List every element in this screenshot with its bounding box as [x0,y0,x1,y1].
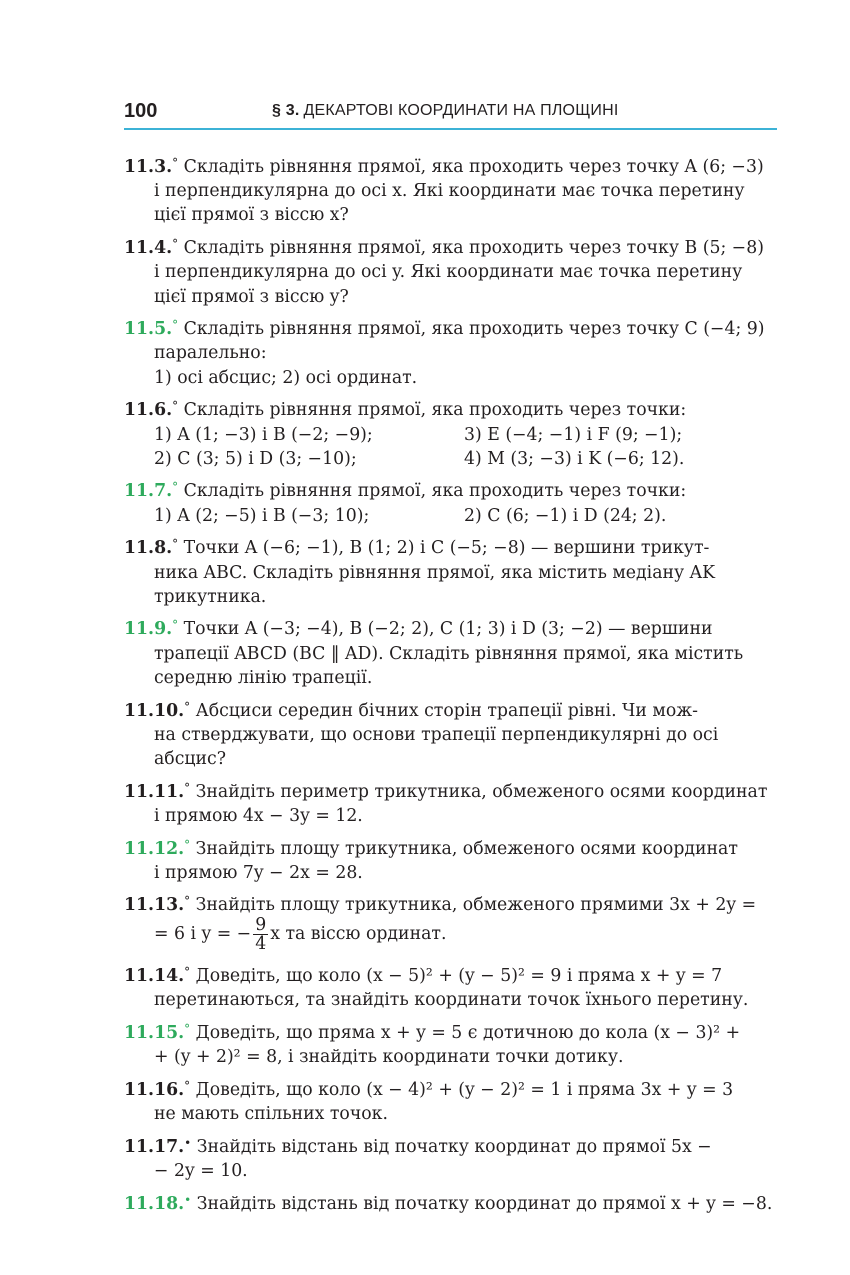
exercise-11-15 [124,1017,777,1069]
exercise-line [154,723,777,747]
exercise-text: Доведіть, що пряма x + y = 5 є дотичною до кола (x − 3)² + [195,1023,741,1044]
exercise-number [124,1137,191,1157]
exercise-line [154,561,777,585]
exercise-11-14 [124,960,777,1012]
exercise-text: Знайдіть площу трикутника, обмеженого осями координат [195,838,738,859]
exercise-text: і прямою 7y − 2x = 28. [154,862,363,883]
exercise-number [124,157,178,177]
difficulty-mark: • [184,1192,192,1207]
exercise-line [124,313,777,341]
exercise-line [124,475,777,503]
exercise-11-5 [124,313,777,390]
exercise-11-11 [124,776,777,828]
exercise-number-text: 11.6. [124,400,173,421]
exercise-line [154,1045,777,1069]
exercise-line [154,585,777,609]
exercise-line [124,1017,777,1045]
exercise-11-12 [124,833,777,885]
exercise-number-text: 11.14. [124,966,185,987]
exercise-line [124,394,777,422]
exercise-11-13 [124,889,777,955]
exercise-number [124,619,178,639]
difficulty-mark: ° [184,1079,191,1093]
exercise-number [124,966,190,986]
exercise-11-17 [124,1131,777,1183]
exercise-text: не мають спільних точок. [154,1104,388,1125]
exercise-text: 1) осі абсцис; 2) осі ординат. [154,367,418,388]
exercise-line [124,1074,777,1102]
page-header [124,98,777,130]
exercise-text: Доведіть, що коло (x − 5)² + (y − 5)² = 9 і пряма x + y = 7 [195,966,723,987]
exercise-11-3 [124,151,777,228]
exercise-text: Складіть рівняння прямої, яка проходить через точку A (6; −3) [183,157,764,177]
exercise-text: середню лінію трапеції. [154,667,373,688]
difficulty-mark: ° [172,480,179,495]
exercise-text: Доведіть, що коло (x − 4)² + (y − 2)² = 1 і пряма 3x + y = 3 [195,1080,734,1100]
exercise-line [124,1188,777,1216]
fraction-numerator: 9 [255,914,267,935]
formula-text: = 6 і y = − [154,923,252,944]
exercise-text: і перпендикулярна до осі x. Які координати має точка перетину [154,181,745,202]
exercise-11-6 [124,394,777,471]
exercise-line [124,532,777,560]
exercise-text: Знайдіть периметр трикутника, обмеженого осями координат [195,781,768,802]
exercise-text: Складіть рівняння прямої, яка проходить через точки: [183,400,687,421]
difficulty-mark: ° [184,780,191,795]
exercise-number-text: 11.13. [124,895,185,916]
exercise-11-8 [124,532,777,609]
exercise-text: + (y + 2)² = 8, і знайдіть координати точки дотику. [154,1047,624,1068]
exercise-line [154,260,777,284]
exercise-text: цієї прямої з віссю x? [154,205,349,226]
difficulty-mark: ° [184,1022,191,1037]
difficulty-mark: ° [172,237,179,252]
difficulty-mark: ° [172,399,179,414]
fraction [253,916,268,953]
difficulty-mark: ° [184,965,191,980]
exercise-number [124,1194,191,1214]
difficulty-mark: ° [184,837,191,852]
formula-line [154,912,777,956]
exercise-11-7 [124,475,777,527]
exercise-list [124,151,777,1221]
exercise-text: абсцис? [154,748,226,769]
exercise-line [154,804,777,828]
exercise-line [124,776,777,804]
exercise-text: Знайдіть відстань від початку координат до прямої x + y = −8. [196,1193,773,1214]
exercise-number-text: 11.17. [124,1136,185,1157]
subtask-item: 2) C (6; −1) і D (24; 2). [464,505,667,526]
section-sign: § 3. [272,102,300,119]
difficulty-mark: ° [172,318,179,333]
exercise-number-text: 11.5. [124,319,173,340]
exercise-number [124,319,178,339]
exercise-line [124,613,777,641]
subtask-row [154,504,777,528]
exercise-line [154,366,777,390]
page-number: 100 [124,100,158,122]
section-title [272,102,619,120]
exercise-number [124,1080,190,1100]
exercise-text: і перпендикулярна до осі y. Які координати має точка перетину [154,262,743,283]
exercise-line [124,695,777,723]
difficulty-mark: ° [172,537,179,552]
exercise-text: трапеції ABCD (BC ‖ AD). Складіть рівняння прямої, яка містить [154,643,744,664]
exercise-number [124,538,178,558]
subtask-item: 1) A (2; −5) і B (−3; 10); [154,505,370,526]
exercise-line [154,666,777,690]
exercise-line [154,1159,777,1183]
difficulty-mark: • [184,1135,192,1150]
exercise-line [154,203,777,227]
exercise-number [124,400,178,420]
fraction-denominator: 4 [255,933,267,954]
exercise-11-10 [124,695,777,772]
exercise-line [154,1102,777,1126]
exercise-text: Складіть рівняння прямої, яка проходить через точку B (5; −8) [183,238,764,259]
subtask-row [154,423,777,447]
exercise-11-18 [124,1188,777,1216]
exercise-text: паралельно: [154,343,267,364]
exercise-text: і прямою 4x − 3y = 12. [154,805,363,826]
exercise-text: − 2y = 10. [154,1161,248,1182]
exercise-line [154,642,777,666]
exercise-line [154,861,777,885]
section-title-text: ДЕКАРТОВІ КООРДИНАТИ НА ПЛОЩИНІ [303,102,619,119]
exercise-number-text: 11.12. [124,838,185,859]
exercise-text: на стверджувати, що основи трапеції перпендикулярні до осі [154,724,719,745]
difficulty-mark: ° [172,618,179,633]
exercise-text: Складіть рівняння прямої, яка проходить через точку C (−4; 9) [183,319,765,340]
exercise-11-4 [124,232,777,309]
exercise-number-text: 11.18. [124,1193,185,1214]
exercise-number-text: 11.8. [124,538,173,559]
exercise-number [124,1023,190,1043]
exercise-line [124,960,777,988]
exercise-number [124,481,178,501]
exercise-text: Складіть рівняння прямої, яка проходить через точки: [183,481,687,502]
exercise-11-16 [124,1074,777,1126]
subtask-item: 3) E (−4; −1) і F (9; −1); [464,424,683,445]
exercise-text: перетинаються, та знайдіть координати точок їхнього перетину. [154,990,749,1011]
exercise-line [154,988,777,1012]
exercise-number-text: 11.10. [124,700,185,721]
exercise-number-text: 11.7. [124,481,173,502]
exercise-text: трикутника. [154,586,267,607]
difficulty-mark: ° [184,894,191,909]
exercise-text: Знайдіть відстань від початку координат до прямої 5x − [196,1136,712,1157]
exercise-number-text: 11.11. [124,781,185,802]
exercise-number-text: 11.4. [124,238,173,259]
exercise-number [124,782,190,802]
exercise-text: цієї прямої з віссю y? [154,286,349,307]
exercise-line [124,1131,777,1159]
exercise-text: ника ABC. Складіть рівняння прямої, яка містить медіану AK [154,562,716,583]
exercise-line [154,285,777,309]
formula-text: x та віссю ординат. [270,923,447,944]
exercise-text: Точки A (−3; −4), B (−2; 2), C (1; 3) і D (3; −2) — вершини [183,619,713,640]
exercise-line [124,232,777,260]
exercise-line [124,833,777,861]
subtask-row [154,447,777,471]
exercise-number [124,701,190,721]
subtask-item: 4) M (3; −3) і K (−6; 12). [464,448,685,469]
exercise-number-text: 11.3. [124,157,173,177]
exercise-line [154,747,777,771]
exercise-text: Точки A (−6; −1), B (1; 2) і C (−5; −8) — вершини трикут- [183,538,710,559]
difficulty-mark: ° [184,699,191,714]
exercise-line [124,151,777,179]
exercise-11-9 [124,613,777,690]
difficulty-mark: ° [172,156,179,170]
exercise-number-text: 11.15. [124,1023,185,1044]
subtask-item: 2) C (3; 5) і D (3; −10); [154,448,357,469]
subtask-item: 1) A (1; −3) і B (−2; −9); [154,424,373,445]
exercise-number [124,238,178,258]
exercise-number-text: 11.16. [124,1080,185,1100]
exercise-number-text: 11.9. [124,619,173,640]
exercise-line [154,341,777,365]
exercise-text: Абсциси середин бічних сторін трапеції рівні. Чи мож- [195,700,699,721]
exercise-number [124,839,190,859]
exercise-text: Знайдіть площу трикутника, обмеженого прямими 3x + 2y = [195,895,757,916]
exercise-line [154,179,777,203]
